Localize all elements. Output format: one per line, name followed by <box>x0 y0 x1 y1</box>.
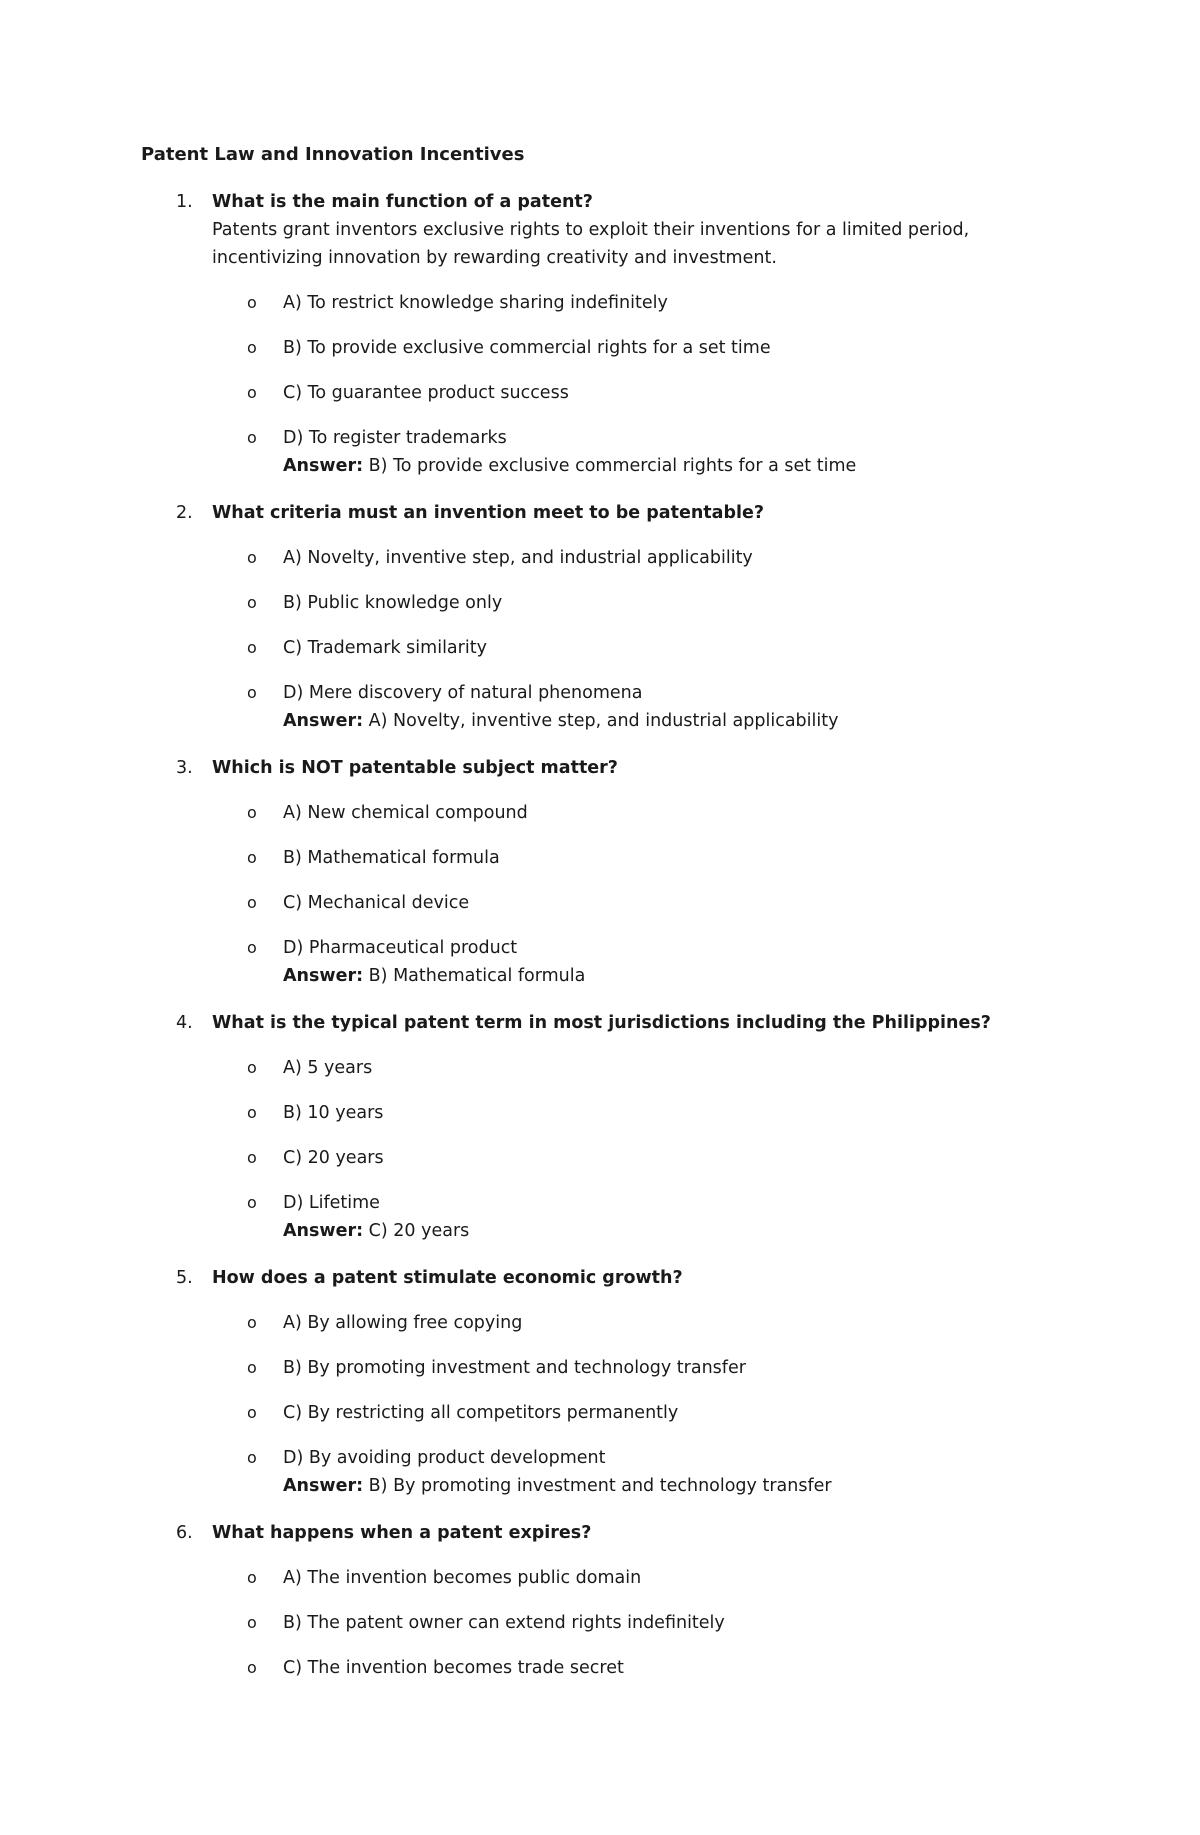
option-item <box>0 844 1200 872</box>
answer-value: A) Novelty, inventive step, and industrial applicability <box>368 711 839 731</box>
question-header <box>0 1519 1200 1547</box>
option-item <box>0 679 1200 735</box>
question-item <box>0 188 1200 480</box>
option-text: B) The patent owner can extend rights indefinitely <box>283 1613 725 1633</box>
option-text: C) By restricting all competitors permanently <box>283 1403 679 1423</box>
bullet-icon: o <box>247 1568 257 1587</box>
question-description: Patents grant inventors exclusive rights to exploit their inventions for a limited period, incentivizing innovation by rewarding creativity and investment. <box>212 220 970 268</box>
question-text: What criteria must an invention meet to be patentable? <box>212 503 765 523</box>
bullet-icon: o <box>247 593 257 612</box>
option-list <box>0 544 1200 735</box>
option-text: B) Public knowledge only <box>283 593 503 613</box>
option-item <box>0 634 1200 662</box>
bullet-icon: o <box>247 848 257 867</box>
question-text: What is the main function of a patent? <box>212 192 593 212</box>
question-number: 6. <box>176 1523 193 1543</box>
bullet-icon: o <box>247 428 257 447</box>
bullet-icon: o <box>247 1193 257 1212</box>
option-text: D) To register trademarks <box>283 428 507 448</box>
bullet-icon: o <box>247 893 257 912</box>
question-number: 3. <box>176 758 193 778</box>
option-item <box>0 934 1200 990</box>
option-item <box>0 334 1200 362</box>
option-text: A) The invention becomes public domain <box>283 1568 642 1588</box>
bullet-icon: o <box>247 1313 257 1332</box>
option-item <box>0 1309 1200 1337</box>
question-number: 2. <box>176 503 193 523</box>
option-item <box>0 424 1200 480</box>
question-text: What is the typical patent term in most jurisdictions including the Philippines? <box>212 1013 991 1033</box>
option-list <box>0 289 1200 480</box>
option-item <box>0 1654 1200 1682</box>
option-text: A) 5 years <box>283 1058 373 1078</box>
answer-label: Answer: <box>283 456 364 476</box>
question-header <box>0 188 1200 216</box>
question-header <box>0 754 1200 782</box>
answer-line <box>283 1472 1200 1500</box>
option-item <box>0 1144 1200 1172</box>
question-number: 5. <box>176 1268 193 1288</box>
option-text: C) Mechanical device <box>283 893 470 913</box>
question-item <box>0 1519 1200 1682</box>
option-item <box>0 289 1200 317</box>
option-text: C) 20 years <box>283 1148 384 1168</box>
answer-value: C) 20 years <box>368 1221 470 1241</box>
bullet-icon: o <box>247 683 257 702</box>
option-item <box>0 889 1200 917</box>
answer-value: B) By promoting investment and technology transfer <box>368 1476 832 1496</box>
answer-line <box>283 707 1200 735</box>
answer-line <box>283 452 1200 480</box>
option-item <box>0 1054 1200 1082</box>
question-text: What happens when a patent expires? <box>212 1523 592 1543</box>
option-list <box>0 1564 1200 1682</box>
question-item <box>0 499 1200 735</box>
option-list <box>0 1054 1200 1245</box>
answer-label: Answer: <box>283 966 364 986</box>
answer-value: B) Mathematical formula <box>368 966 586 986</box>
option-text: C) The invention becomes trade secret <box>283 1658 624 1678</box>
option-text: B) Mathematical formula <box>283 848 500 868</box>
option-item <box>0 1189 1200 1245</box>
option-list <box>0 799 1200 990</box>
bullet-icon: o <box>247 1103 257 1122</box>
bullet-icon: o <box>247 938 257 957</box>
option-item <box>0 589 1200 617</box>
question-item <box>0 1009 1200 1245</box>
answer-line <box>283 1217 1200 1245</box>
option-item <box>0 1354 1200 1382</box>
option-text: D) Lifetime <box>283 1193 380 1213</box>
bullet-icon: o <box>247 383 257 402</box>
option-text: B) By promoting investment and technology transfer <box>283 1358 746 1378</box>
question-header <box>0 1264 1200 1292</box>
option-text: B) To provide exclusive commercial rights for a set time <box>283 338 771 358</box>
answer-label: Answer: <box>283 1221 364 1241</box>
option-text: C) To guarantee product success <box>283 383 569 403</box>
bullet-icon: o <box>247 1448 257 1467</box>
question-header <box>0 499 1200 527</box>
answer-line <box>283 962 1200 990</box>
option-text: D) Pharmaceutical product <box>283 938 518 958</box>
option-text: D) By avoiding product development <box>283 1448 606 1468</box>
question-number: 1. <box>176 192 193 212</box>
option-list <box>0 1309 1200 1500</box>
option-item <box>0 1564 1200 1592</box>
bullet-icon: o <box>247 548 257 567</box>
question-header <box>0 1009 1200 1037</box>
question-text: How does a patent stimulate economic growth? <box>212 1268 683 1288</box>
option-item <box>0 379 1200 407</box>
option-item <box>0 544 1200 572</box>
option-text: A) By allowing free copying <box>283 1313 523 1333</box>
question-item <box>0 754 1200 990</box>
question-number: 4. <box>176 1013 193 1033</box>
question-item <box>0 1264 1200 1500</box>
bullet-icon: o <box>247 1148 257 1167</box>
bullet-icon: o <box>247 1403 257 1422</box>
question-list <box>0 188 1200 1701</box>
bullet-icon: o <box>247 1058 257 1077</box>
answer-value: B) To provide exclusive commercial rights for a set time <box>368 456 857 476</box>
bullet-icon: o <box>247 338 257 357</box>
bullet-icon: o <box>247 1658 257 1677</box>
bullet-icon: o <box>247 1613 257 1632</box>
option-item <box>0 799 1200 827</box>
bullet-icon: o <box>247 293 257 312</box>
bullet-icon: o <box>247 638 257 657</box>
option-text: B) 10 years <box>283 1103 384 1123</box>
answer-label: Answer: <box>283 711 364 731</box>
question-text: Which is NOT patentable subject matter? <box>212 758 618 778</box>
document-title: Patent Law and Innovation Incentives <box>141 144 525 165</box>
option-text: A) New chemical compound <box>283 803 528 823</box>
option-item <box>0 1609 1200 1637</box>
option-text: A) Novelty, inventive step, and industrial applicability <box>283 548 753 568</box>
answer-label: Answer: <box>283 1476 364 1496</box>
option-item <box>0 1399 1200 1427</box>
bullet-icon: o <box>247 1358 257 1377</box>
option-text: D) Mere discovery of natural phenomena <box>283 683 643 703</box>
option-item <box>0 1444 1200 1500</box>
option-text: A) To restrict knowledge sharing indefinitely <box>283 293 668 313</box>
bullet-icon: o <box>247 803 257 822</box>
option-item <box>0 1099 1200 1127</box>
option-text: C) Trademark similarity <box>283 638 487 658</box>
